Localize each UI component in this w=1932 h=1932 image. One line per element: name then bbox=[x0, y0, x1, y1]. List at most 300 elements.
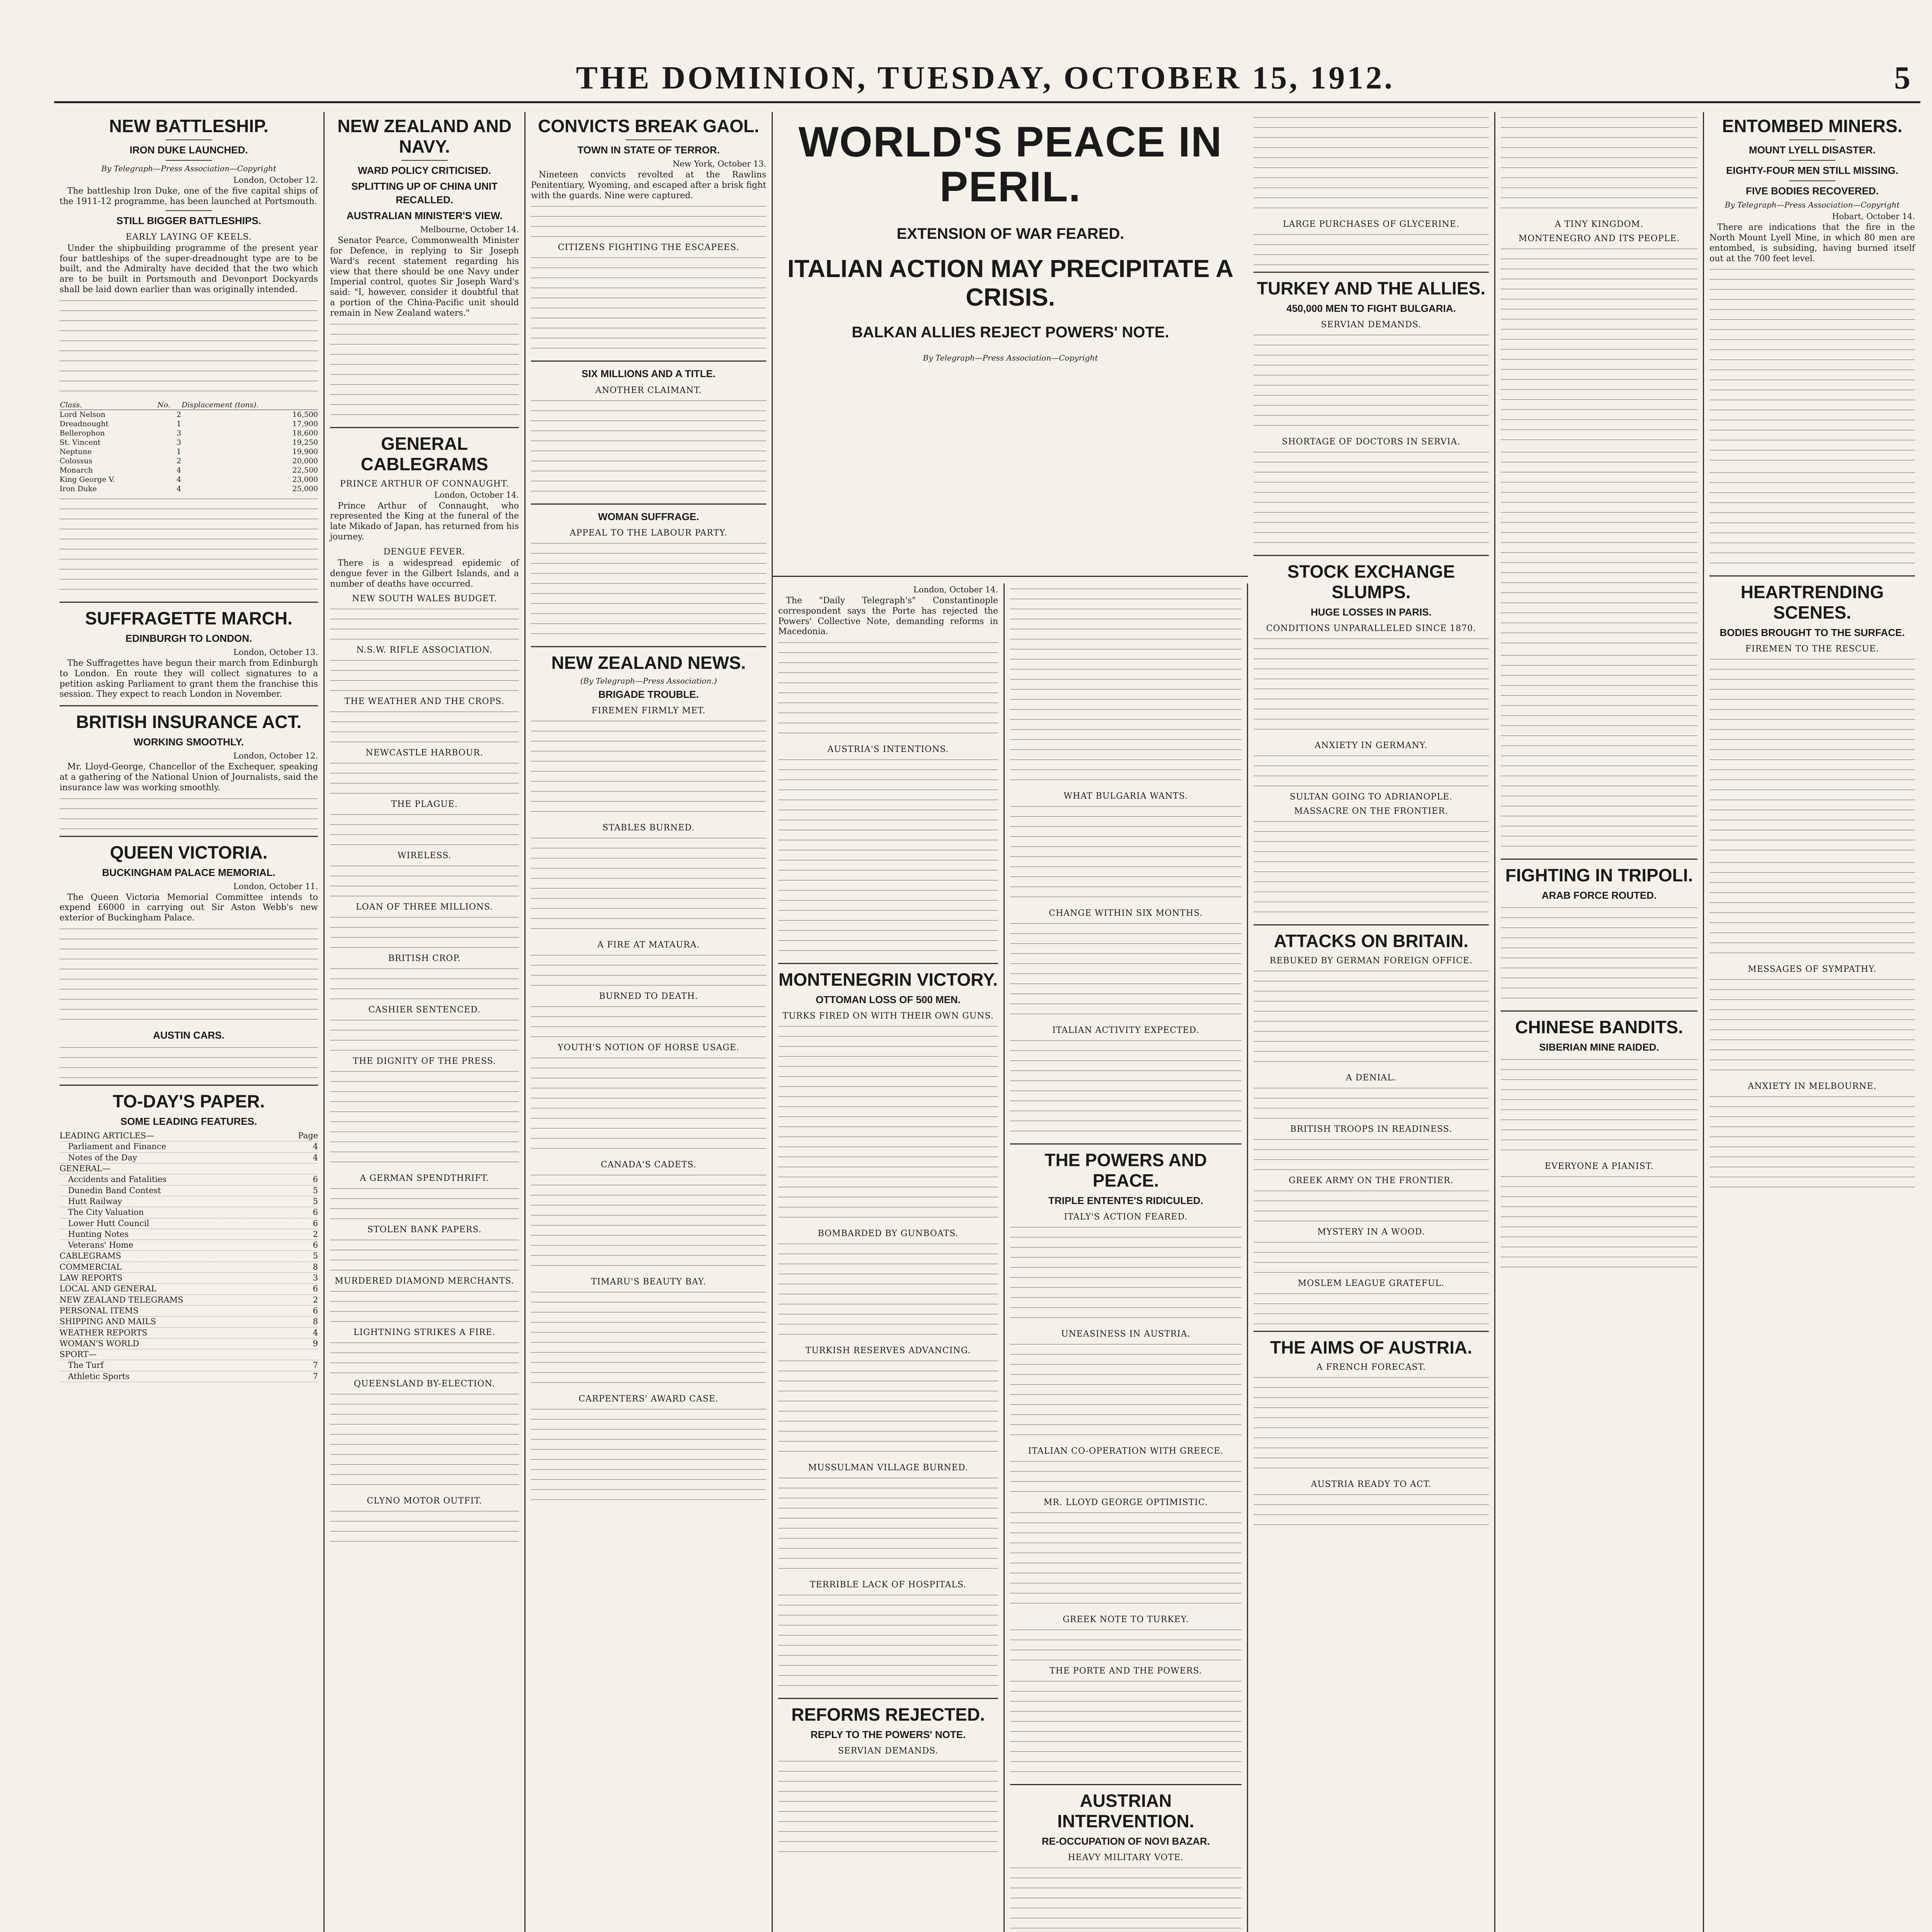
article-text-block bbox=[1253, 636, 1489, 736]
index-item bbox=[60, 1371, 318, 1382]
index-page: 6 bbox=[313, 1175, 318, 1184]
article-text-block bbox=[60, 496, 318, 596]
table-cell: 17,900 bbox=[292, 419, 318, 428]
article-text-block bbox=[1253, 231, 1489, 266]
index-page: 7 bbox=[313, 1361, 318, 1370]
index-label: LEADING ARTICLES— bbox=[60, 1131, 155, 1141]
subhead: A GERMAN SPENDTHRIFT. bbox=[360, 1173, 489, 1184]
deck-five-bodies: FIVE BODIES RECOVERED. bbox=[1746, 185, 1879, 197]
index-page: 4 bbox=[313, 1328, 318, 1337]
article-text-block bbox=[330, 1185, 519, 1220]
table-cell: 4 bbox=[176, 484, 181, 493]
table-cell: 4 bbox=[176, 475, 181, 484]
index-item bbox=[60, 1284, 318, 1294]
article-paragraph: Senator Pearce, Commonwealth Minister for Defence, in replying to Sir Joseph Ward's recent statement regarding his view that there should be one Navy under Imperial control, quotes Sir Joseph Ward's said: "I, however, consider it doubtful that a portion of the China-Pacific unit should remain in New Zealand waters." bbox=[330, 236, 519, 318]
subhead: BOMBARDED BY GUNBOATS. bbox=[818, 1229, 959, 1239]
article-text-block bbox=[1501, 1173, 1697, 1274]
subhead: CONDITIONS UNPARALLELED SINCE 1870. bbox=[1266, 623, 1476, 633]
article-text-block bbox=[531, 952, 766, 987]
article-text-block bbox=[330, 760, 519, 795]
headline-chinese-bandits: CHINESE BANDITS. bbox=[1515, 1017, 1683, 1037]
subhead: FIREMEN FIRMLY MET. bbox=[591, 706, 706, 716]
table-cell: 1 bbox=[176, 419, 181, 428]
article-text-block bbox=[1010, 1224, 1242, 1325]
index-page: 3 bbox=[313, 1273, 318, 1283]
table-row bbox=[60, 447, 318, 456]
subhead: BRITISH TROOPS IN READINESS. bbox=[1290, 1124, 1452, 1134]
subhead: WIRELESS. bbox=[397, 851, 452, 861]
advert-austin-cars: AUSTIN CARS. bbox=[153, 1029, 224, 1041]
headline-reforms-rejected: REFORMS REJECTED. bbox=[791, 1704, 985, 1725]
table-cell: Colossus bbox=[60, 456, 92, 465]
index-item bbox=[60, 1218, 318, 1229]
index-page: 5 bbox=[313, 1251, 318, 1261]
index-label: WEATHER REPORTS bbox=[60, 1328, 148, 1337]
table-cell: Iron Duke bbox=[60, 484, 97, 493]
index-item bbox=[60, 1338, 318, 1349]
table-header: No. bbox=[157, 400, 181, 410]
index-page: 4 bbox=[313, 1142, 318, 1151]
subhead: REBUKED BY GERMAN FOREIGN OFFICE. bbox=[1269, 956, 1473, 966]
article-text-block bbox=[330, 966, 519, 1000]
table-cell: 20,000 bbox=[292, 456, 318, 465]
subhead: ANOTHER CLAIMANT. bbox=[595, 385, 702, 395]
index-label: Hunting Notes bbox=[68, 1229, 129, 1239]
divider bbox=[1253, 1331, 1489, 1332]
index-item bbox=[60, 1306, 318, 1316]
divider bbox=[166, 210, 212, 211]
divider bbox=[1010, 1143, 1242, 1145]
article-paragraph: Nineteen convicts revolted at the Rawlins Penitentiary, Wyoming, and escaped after a brisk fight with the guards. Nine were captured. bbox=[531, 170, 766, 201]
headline-todays-paper: TO-DAY'S PAPER. bbox=[112, 1091, 265, 1112]
divider bbox=[531, 646, 766, 647]
table-cell: Neptune bbox=[60, 447, 92, 456]
divider bbox=[1789, 160, 1835, 161]
article-text-block bbox=[531, 1055, 766, 1155]
index-page: 6 bbox=[313, 1284, 318, 1294]
deck-450000-men: 450,000 MEN TO FIGHT BULGARIA. bbox=[1286, 302, 1456, 314]
index-page: 8 bbox=[313, 1262, 318, 1272]
index-page: 2 bbox=[313, 1229, 318, 1239]
article-paragraph: The Queen Victoria Memorial Committee intends to expend £6000 in carrying out Sir Aston Webb's new exterior of Buckingham Palace. bbox=[60, 892, 318, 923]
headline-nz-navy: NEW ZEALAND AND NAVY. bbox=[337, 116, 512, 156]
subhead: TERRIBLE LACK OF HOSPITALS. bbox=[810, 1580, 967, 1590]
dateline: London, October 14. bbox=[913, 585, 998, 594]
table-cell: St. Vincent bbox=[60, 438, 101, 447]
article-text-block bbox=[60, 298, 318, 398]
headline-convicts-break-gaol: CONVICTS BREAK GAOL. bbox=[538, 116, 759, 136]
table-cell: 25,000 bbox=[292, 484, 318, 493]
table-cell: 1 bbox=[176, 447, 181, 456]
article-text-block bbox=[1501, 652, 1697, 853]
deck-bigger-battleships: STILL BIGGER BATTLESHIPS. bbox=[116, 214, 261, 226]
article-text-block bbox=[1253, 114, 1489, 215]
index-label: Veterans' Home bbox=[68, 1240, 134, 1250]
subhead: GREEK ARMY ON THE FRONTIER. bbox=[1289, 1175, 1454, 1185]
subhead: MASSACRE ON THE FRONTIER. bbox=[1294, 806, 1448, 816]
subhead: STOLEN BANK PAPERS. bbox=[367, 1225, 482, 1235]
article-paragraph: Under the shipbuilding programme of the present year four battleships of the super-dreadnought type are to be built, and the Admiralty have decided that the two which are to be built in Portsmouth and Devonport Dockyards shall be laid down earlier than was originally intended. bbox=[60, 243, 318, 295]
subhead: N.S.W. RIFLE ASSOCIATION. bbox=[356, 645, 493, 655]
subhead: MURDERED DIAMOND MERCHANTS. bbox=[335, 1276, 514, 1286]
table-cell: 4 bbox=[176, 466, 181, 474]
deck-ottoman-loss: OTTOMAN LOSS OF 500 MEN. bbox=[815, 994, 961, 1006]
headline-powers-peace: THE POWERS AND PEACE. bbox=[1044, 1150, 1207, 1190]
divider bbox=[1010, 1784, 1242, 1785]
index-item bbox=[60, 1153, 318, 1163]
deck-huge-losses: HUGE LOSSES IN PARIS. bbox=[1310, 606, 1432, 618]
subhead: MOSLEM LEAGUE GRATEFUL. bbox=[1298, 1278, 1445, 1288]
article-paragraph: There is a widespread epidemic of dengue fever in the Gilbert Islands, and a number of deaths have occurred. bbox=[330, 558, 519, 589]
subhead: APPEAL TO THE LABOUR PARTY. bbox=[570, 528, 728, 538]
article-text-block bbox=[531, 718, 766, 818]
article-paragraph: There are indications that the fire in the North Mount Lyell Mine, in which 80 men are entombed, is subsiding, having burned itself out at the 700 feet level. bbox=[1709, 223, 1915, 264]
column-5 bbox=[1005, 583, 1248, 1932]
lead-story-banner bbox=[773, 112, 1248, 577]
index-item bbox=[60, 1251, 318, 1262]
subhead: LOAN OF THREE MILLIONS. bbox=[355, 902, 493, 912]
subhead: MONTENEGRO AND ITS PEOPLE. bbox=[1518, 234, 1680, 243]
deck-novi-bazar: RE-OCCUPATION OF NOVI BAZAR. bbox=[1041, 1835, 1210, 1847]
deck-australian-view: AUSTRALIAN MINISTER'S VIEW. bbox=[346, 210, 503, 222]
index-label: Accidents and Fatalities bbox=[68, 1175, 167, 1184]
article-text-block bbox=[1253, 1239, 1489, 1274]
subhead: ITALY'S ACTION FEARED. bbox=[1064, 1212, 1188, 1222]
article-text-block bbox=[330, 1288, 519, 1323]
subhead-keels: EARLY LAYING OF KEELS. bbox=[126, 232, 252, 242]
article-text-block bbox=[1501, 905, 1697, 1005]
index-page: 6 bbox=[313, 1306, 318, 1315]
index-item bbox=[60, 1196, 318, 1207]
deck-eighty-four-men: EIGHTY-FOUR MEN STILL MISSING. bbox=[1726, 164, 1898, 176]
article-text-block bbox=[330, 321, 519, 422]
index-item bbox=[60, 1207, 318, 1218]
article-text-block bbox=[778, 1358, 998, 1458]
divider bbox=[166, 160, 212, 161]
article-text-block bbox=[778, 1592, 998, 1692]
subhead: MUSSULMAN VILLAGE BURNED. bbox=[808, 1463, 968, 1473]
table-cell: Bellerophon bbox=[60, 429, 105, 437]
dateline: London, October 13. bbox=[233, 647, 318, 657]
table-row bbox=[60, 438, 318, 447]
index-page: 6 bbox=[313, 1208, 318, 1217]
subhead: AUSTRIA'S INTENTIONS. bbox=[827, 745, 949, 755]
table-header-row bbox=[60, 400, 318, 410]
subhead: MESSAGES OF SYMPATHY. bbox=[1748, 964, 1877, 975]
article-text-block bbox=[531, 835, 766, 935]
deck-siberian-mine: SIBERIAN MINE RAIDED. bbox=[1539, 1041, 1659, 1053]
subhead: FIREMEN TO THE RESCUE. bbox=[1745, 644, 1879, 654]
article-text-block bbox=[1501, 1056, 1697, 1157]
headline-austrian-intervention: AUSTRIAN INTERVENTION. bbox=[1057, 1790, 1194, 1831]
article-text-block bbox=[531, 255, 766, 355]
subhead: BURNED TO DEATH. bbox=[599, 991, 698, 1001]
headline-heartrending-scenes: HEARTRENDING SCENES. bbox=[1740, 582, 1884, 623]
dateline: London, October 11. bbox=[233, 881, 318, 891]
divider bbox=[1253, 924, 1489, 925]
table-cell: Dreadnought bbox=[60, 419, 109, 428]
byline: (By Telegraph—Press Association.) bbox=[580, 676, 717, 685]
index-item bbox=[60, 1229, 318, 1240]
subhead: TIMARU'S BEAUTY BAY. bbox=[591, 1277, 706, 1287]
headline-insurance-act: BRITISH INSURANCE ACT. bbox=[76, 712, 302, 732]
index-page: 7 bbox=[313, 1371, 318, 1381]
dateline: Melbourne, October 14. bbox=[420, 225, 519, 235]
index-label: NEW ZEALAND TELEGRAMS bbox=[60, 1295, 184, 1304]
article-text-block bbox=[1253, 1188, 1489, 1223]
battleship-table bbox=[60, 400, 318, 493]
article-text-block bbox=[778, 757, 998, 957]
article-text-block bbox=[778, 1241, 998, 1341]
index-label: SPORT— bbox=[60, 1350, 97, 1359]
article-text-block bbox=[531, 203, 766, 238]
index-page: 9 bbox=[313, 1338, 318, 1348]
divider bbox=[778, 1698, 998, 1699]
table-row bbox=[60, 410, 318, 419]
article-text-block bbox=[1010, 1341, 1242, 1442]
article-paragraph: Prince Arthur of Connaught, who represented the King at the funeral of the late Mikado of Japan, has returned from his journey. bbox=[330, 501, 519, 542]
article-text-block bbox=[60, 796, 318, 830]
divider bbox=[1709, 575, 1915, 577]
deck-ward-policy: WARD POLICY CRITICISED. bbox=[358, 164, 491, 176]
subhead: DENGUE FEVER. bbox=[383, 547, 466, 557]
index-label: Dunedin Band Contest bbox=[68, 1185, 161, 1195]
index-item bbox=[60, 1185, 318, 1196]
index-page: Page bbox=[298, 1131, 318, 1141]
subhead: THE PLAGUE. bbox=[391, 799, 458, 810]
subhead: STABLES BURNED. bbox=[602, 823, 695, 833]
byline: By Telegraph—Press Association—Copyright bbox=[923, 353, 1098, 363]
headline-new-battleship: NEW BATTLESHIP. bbox=[109, 116, 269, 136]
index-page: 5 bbox=[313, 1196, 318, 1206]
divider bbox=[1501, 1010, 1697, 1012]
article-text-block bbox=[1709, 266, 1915, 467]
index-page: 8 bbox=[313, 1317, 318, 1327]
table-row bbox=[60, 466, 318, 475]
table-cell: 18,600 bbox=[292, 429, 318, 437]
table-header: Displacement (tons). bbox=[181, 400, 318, 410]
article-text-block bbox=[330, 1068, 519, 1169]
deck-mount-lyell: MOUNT LYELL DISASTER. bbox=[1749, 144, 1876, 156]
article-text-block bbox=[1253, 1085, 1489, 1120]
article-text-block bbox=[1709, 469, 1915, 570]
column-2 bbox=[325, 112, 526, 1932]
deck-arab-force: ARAB FORCE ROUTED. bbox=[1541, 889, 1657, 901]
index-item bbox=[60, 1360, 318, 1371]
article-text-block bbox=[330, 863, 519, 898]
article-text-block bbox=[1010, 803, 1242, 904]
article-text-block bbox=[1010, 1458, 1242, 1493]
subhead: A FIRE AT MATAURA. bbox=[597, 940, 700, 950]
divider bbox=[60, 836, 318, 837]
headline-worlds-peace: WORLD'S PEACE IN PERIL. bbox=[798, 118, 1223, 211]
deck-edinburgh: EDINBURGH TO LONDON. bbox=[125, 632, 252, 644]
article-paragraph: The battleship Iron Duke, one of the five capital ships of the 1911-12 programme, has been launched at Portsmouth. bbox=[60, 186, 318, 206]
deck-iron-duke: IRON DUKE LAUNCHED. bbox=[129, 144, 248, 156]
divider bbox=[1253, 272, 1489, 273]
article-text-block bbox=[531, 1289, 766, 1389]
article-text-block bbox=[531, 540, 766, 641]
index-label: Parliament and Finance bbox=[68, 1142, 166, 1151]
subhead: CLYNO MOTOR OUTFIT. bbox=[367, 1496, 482, 1506]
table-row bbox=[60, 429, 318, 438]
table-cell: 16,500 bbox=[292, 410, 318, 419]
divider bbox=[1253, 555, 1489, 556]
index-label: Notes of the Day bbox=[68, 1153, 137, 1162]
article-text-block bbox=[330, 606, 519, 641]
index-label: Lower Hutt Council bbox=[68, 1218, 150, 1228]
subhead: CASHIER SENTENCED. bbox=[368, 1005, 481, 1015]
article-text-block bbox=[330, 1391, 519, 1492]
index-item bbox=[60, 1174, 318, 1185]
page-number: 5 bbox=[1894, 60, 1913, 96]
index-item bbox=[60, 1295, 318, 1306]
subhead: A DENIAL. bbox=[1345, 1073, 1396, 1083]
dateline: London, October 12. bbox=[233, 175, 318, 185]
headline-aims-austria: THE AIMS OF AUSTRIA. bbox=[1270, 1337, 1473, 1357]
subhead: A TINY KINGDOM. bbox=[1554, 219, 1644, 229]
article-text-block bbox=[330, 914, 519, 949]
article-text-block bbox=[1010, 1627, 1242, 1662]
headline-turkey-allies: TURKEY AND THE ALLIES. bbox=[1257, 278, 1486, 298]
subhead: PRINCE ARTHUR OF CONNAUGHT. bbox=[340, 479, 509, 489]
masthead-title: THE DOMINION, TUESDAY, OCTOBER 15, 1912. bbox=[576, 60, 1395, 96]
table-cell: 2 bbox=[176, 456, 181, 465]
article-text-block bbox=[531, 398, 766, 498]
index-label: Athletic Sports bbox=[68, 1371, 130, 1381]
article-text-block bbox=[1010, 1510, 1242, 1610]
byline: By Telegraph—Press Association—Copyright bbox=[101, 163, 276, 173]
article-text-block bbox=[1501, 114, 1697, 215]
subhead: EVERYONE A PIANIST. bbox=[1544, 1161, 1654, 1171]
article-text-block bbox=[330, 709, 519, 743]
column-7 bbox=[1495, 112, 1704, 1932]
index-page: 6 bbox=[313, 1240, 318, 1250]
article-text-block bbox=[1253, 332, 1489, 432]
divider bbox=[60, 705, 318, 706]
deck-triple-entente: TRIPLE ENTENTE'S RIDICULED. bbox=[1048, 1194, 1203, 1206]
headline-general-cablegrams: GENERAL CABLEGRAMS bbox=[361, 433, 488, 474]
subhead: CITIZENS FIGHTING THE ESCAPEES. bbox=[558, 243, 740, 253]
article-text-block bbox=[531, 1172, 766, 1272]
subhead: QUEENSLAND BY-ELECTION. bbox=[354, 1379, 495, 1389]
subhead: GREEK NOTE TO TURKEY. bbox=[1063, 1614, 1189, 1624]
index-label: SHIPPING AND MAILS bbox=[60, 1317, 156, 1327]
article-text-block bbox=[330, 811, 519, 846]
index-item bbox=[60, 1141, 318, 1152]
subhead: UNEASINESS IN AUSTRIA. bbox=[1061, 1329, 1190, 1339]
headline-fighting-tripoli: FIGHTING IN TRIPOLI. bbox=[1505, 865, 1693, 885]
dateline: New York, October 13. bbox=[672, 159, 766, 168]
table-header: Class. bbox=[60, 400, 157, 410]
index-item bbox=[60, 1240, 318, 1251]
subhead: ITALIAN CO-OPERATION WITH GREECE. bbox=[1028, 1446, 1224, 1456]
deck-working-smoothly: WORKING SMOOTHLY. bbox=[133, 736, 244, 748]
subhead: CANADA'S CADETS. bbox=[600, 1160, 697, 1170]
article-text-block bbox=[60, 926, 318, 1026]
subhead: A FRENCH FORECAST. bbox=[1316, 1362, 1426, 1372]
column-3 bbox=[526, 112, 773, 1932]
article-text-block bbox=[1010, 1037, 1242, 1138]
table-row bbox=[60, 475, 318, 484]
subhead: AUSTRIA READY TO ACT. bbox=[1311, 1479, 1432, 1489]
divider bbox=[1501, 859, 1697, 860]
divider bbox=[330, 427, 519, 428]
index-label: COMMERCIAL bbox=[60, 1262, 122, 1272]
index-item bbox=[60, 1316, 318, 1327]
subhead: THE DIGNITY OF THE PRESS. bbox=[353, 1056, 496, 1066]
subhead: MYSTERY IN A WOOD. bbox=[1317, 1227, 1425, 1237]
divider bbox=[1789, 139, 1835, 140]
article-paragraph: Mr. Lloyd-George, Chancellor of the Exchequer, speaking at a gathering of the National Union of Journalists, said the insurance law was working smoothly. bbox=[60, 762, 318, 793]
table-cell: Monarch bbox=[60, 466, 93, 474]
subhead: YOUTH'S NOTION OF HORSE USAGE. bbox=[558, 1043, 740, 1053]
dateline: Hobart, October 14. bbox=[1832, 212, 1915, 221]
article-text-block bbox=[1253, 1291, 1489, 1325]
subhead: TURKS FIRED ON WITH THEIR OWN GUNS. bbox=[782, 1011, 994, 1021]
article-text-block bbox=[1709, 656, 1915, 857]
subhead: SERVIAN DEMANDS. bbox=[1321, 320, 1422, 330]
deck-town-terror: TOWN IN STATE OF TERROR. bbox=[577, 144, 720, 156]
index-item bbox=[60, 1349, 318, 1360]
article-text-block bbox=[1253, 753, 1489, 787]
article-text-block bbox=[1501, 246, 1697, 447]
headline-montenegrin-victory: MONTENEGRIN VICTORY. bbox=[778, 969, 998, 990]
subhead: TURKISH RESERVES ADVANCING. bbox=[805, 1346, 971, 1356]
article-text-block bbox=[1253, 818, 1489, 919]
article-paragraph: The "Daily Telegraph's" Constantinople correspondent says the Porte has rejected the Powers' Collective Note, demanding reforms in Macedonia. bbox=[778, 596, 998, 637]
column-1 bbox=[54, 112, 325, 1932]
subhead: NEW SOUTH WALES BUDGET. bbox=[352, 594, 497, 604]
article-text-block bbox=[330, 1017, 519, 1052]
article-text-block bbox=[1253, 1492, 1489, 1526]
subhead: BRITISH CROP. bbox=[388, 954, 461, 964]
article-text-block bbox=[1709, 976, 1915, 1077]
table-cell: 22,500 bbox=[292, 466, 318, 474]
masthead bbox=[58, 60, 1913, 97]
table-cell: Lord Nelson bbox=[60, 410, 105, 419]
headline-suffragette-march: SUFFRAGETTE MARCH. bbox=[85, 608, 293, 628]
table-cell: 19,900 bbox=[292, 447, 318, 456]
divider bbox=[401, 160, 448, 161]
index-label: The City Valuation bbox=[68, 1208, 144, 1217]
index-item bbox=[60, 1328, 318, 1338]
subhead: HEAVY MILITARY VOTE. bbox=[1068, 1852, 1184, 1862]
table-cell: 2 bbox=[176, 410, 181, 419]
index-item bbox=[60, 1163, 318, 1174]
article-text-block bbox=[778, 1475, 998, 1575]
deck-reply-powers: REPLY TO THE POWERS' NOTE. bbox=[810, 1729, 966, 1741]
divider bbox=[60, 602, 318, 603]
deck-palace-memorial: BUCKINGHAM PALACE MEMORIAL. bbox=[102, 866, 276, 878]
table-cell: 23,000 bbox=[292, 475, 318, 484]
article-text-block bbox=[1501, 449, 1697, 650]
headline-nz-news: NEW ZEALAND NEWS. bbox=[551, 652, 746, 673]
article-text-block bbox=[1010, 586, 1242, 787]
subhead: ANXIETY IN MELBOURNE. bbox=[1748, 1082, 1877, 1092]
index-label: CABLEGRAMS bbox=[60, 1251, 121, 1261]
article-text-block bbox=[1709, 859, 1915, 960]
headline-stock-exchange: STOCK EXCHANGE SLUMPS. bbox=[1287, 561, 1455, 602]
column-8 bbox=[1704, 112, 1920, 1932]
subhead: WHAT BULGARIA WANTS. bbox=[1063, 791, 1188, 801]
masthead-rule bbox=[54, 101, 1920, 103]
deck-six-millions: SIX MILLIONS AND A TITLE. bbox=[582, 368, 716, 380]
byline: By Telegraph—Press Association—Copyright bbox=[1725, 200, 1900, 210]
article-text-block bbox=[1010, 1865, 1242, 1932]
article-text-block bbox=[330, 1508, 519, 1543]
index-item bbox=[60, 1131, 318, 1141]
